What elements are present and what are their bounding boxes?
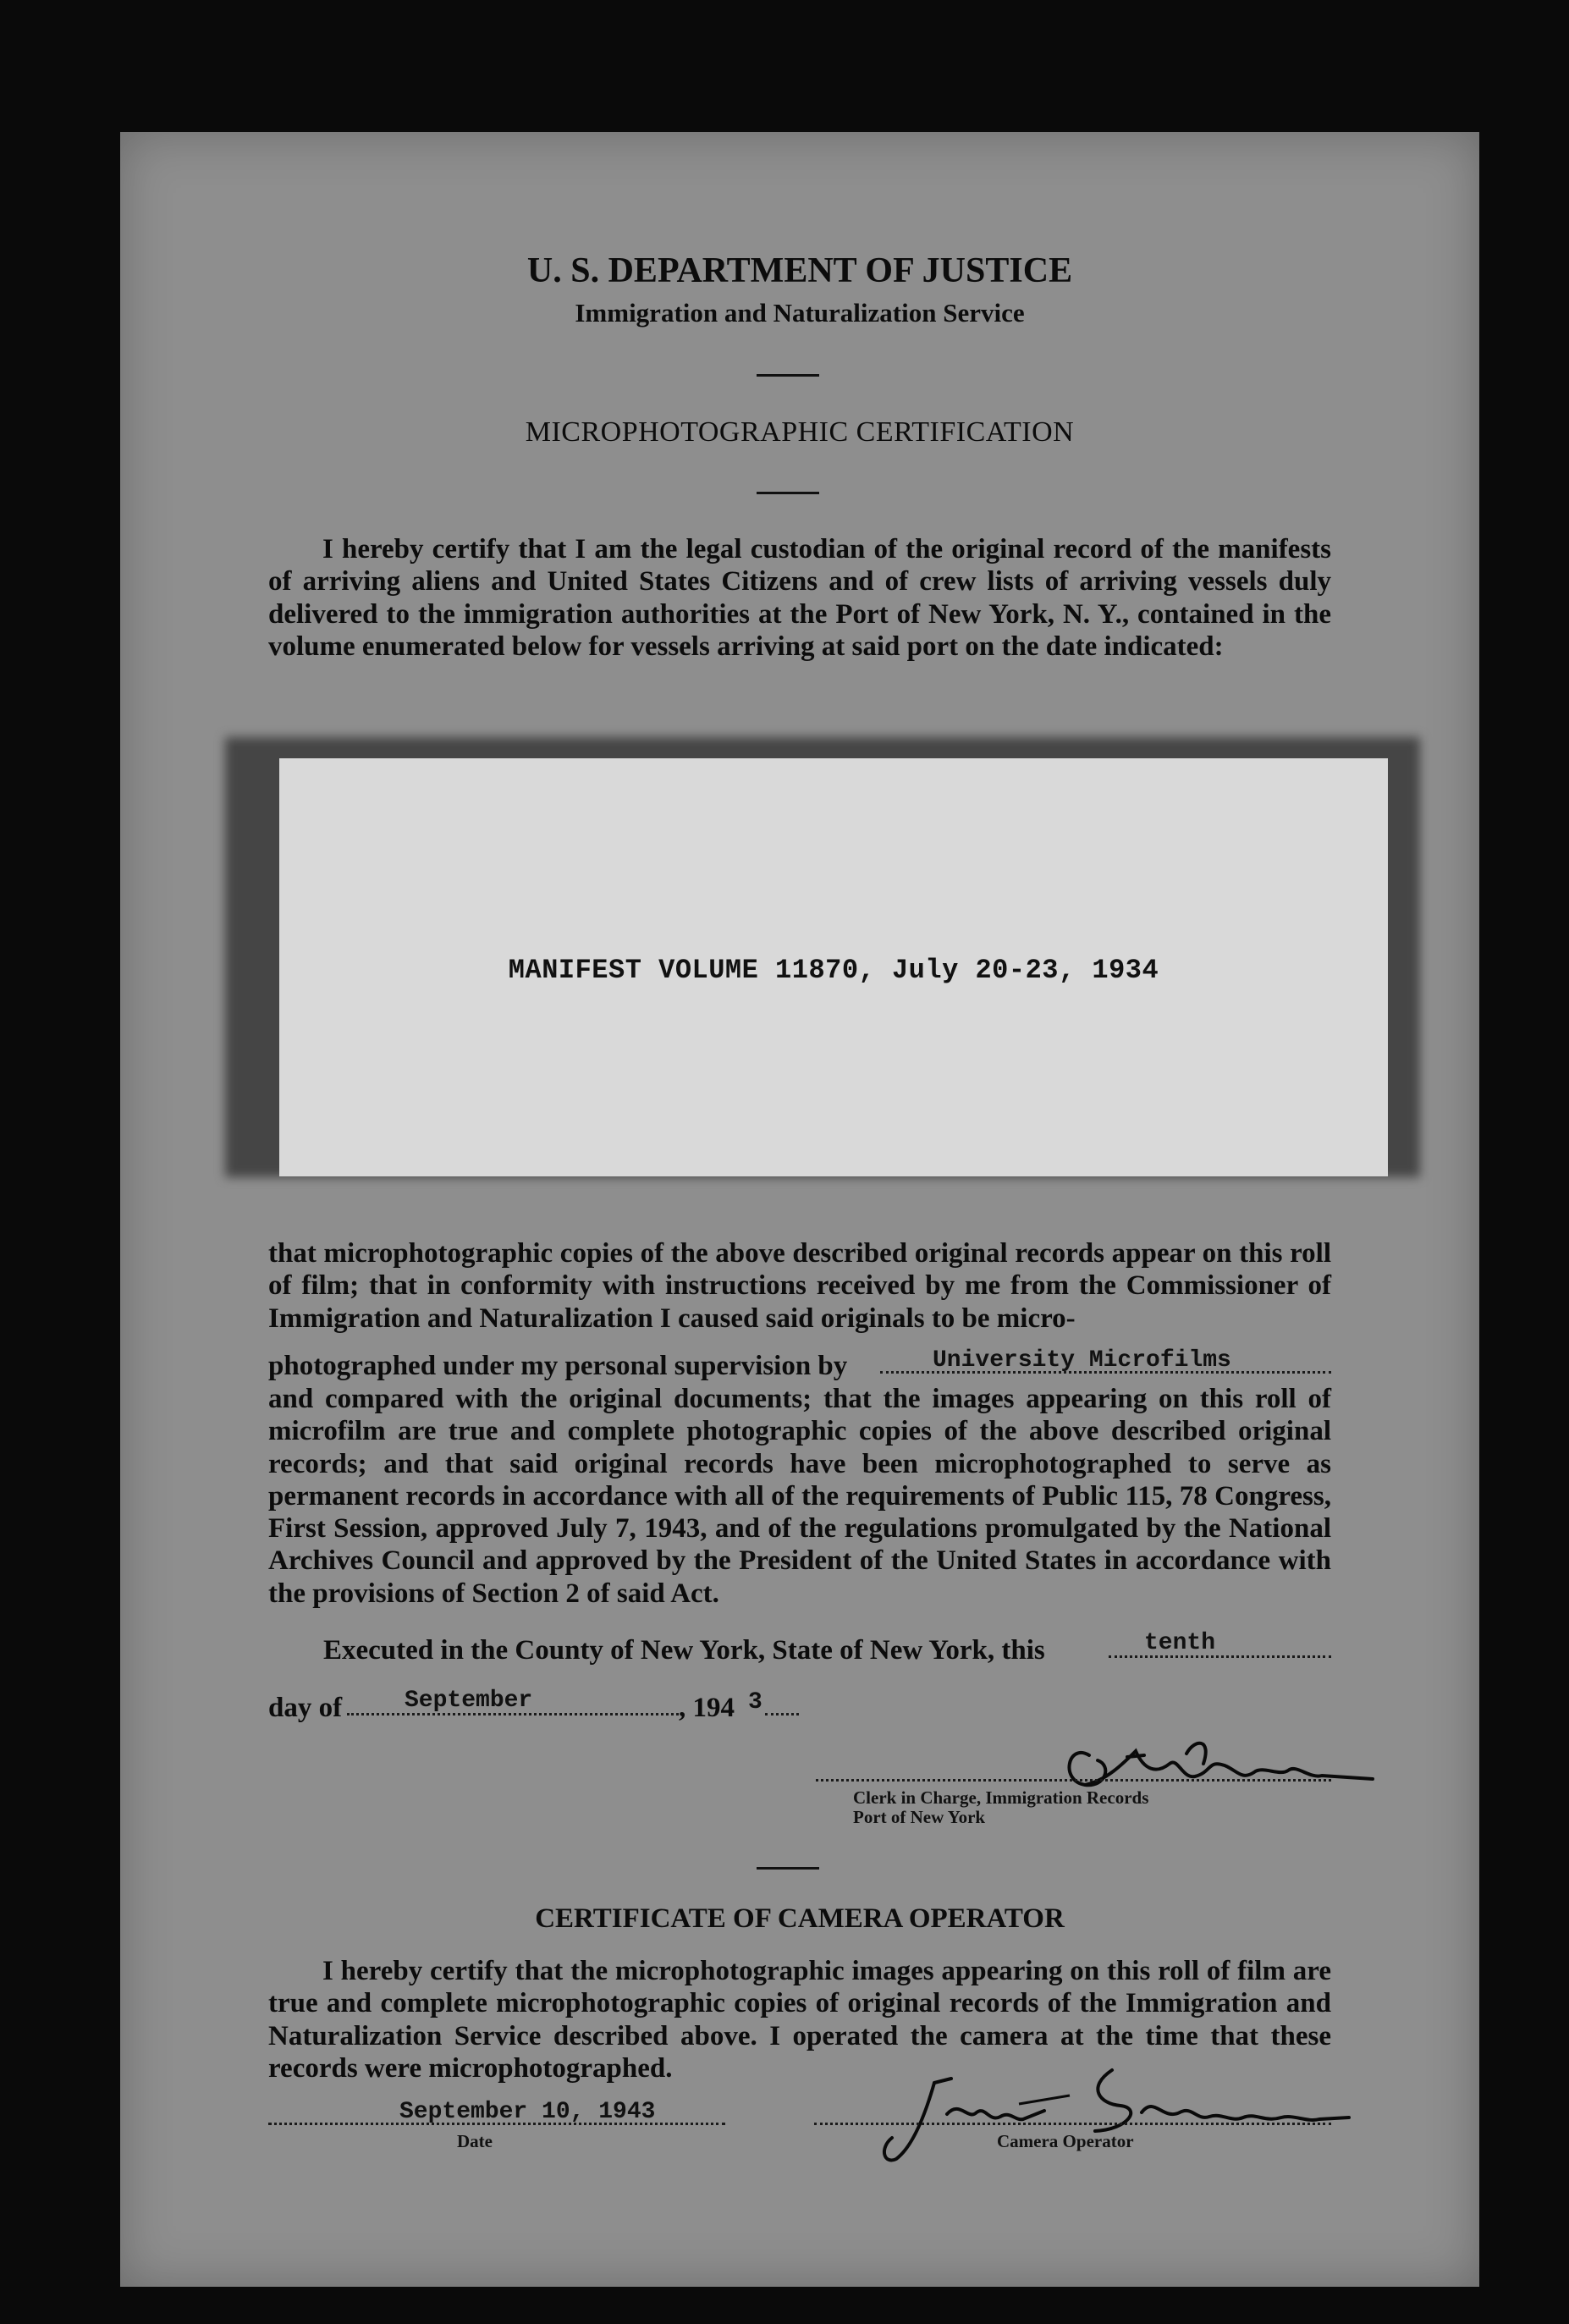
day-of-label: day of xyxy=(268,1693,343,1723)
certificate-sheet xyxy=(120,132,1479,2287)
photographed-by-prefix: photographed under my personal supervision by xyxy=(268,1351,848,1381)
executed-month-value: September xyxy=(405,1688,533,1714)
divider xyxy=(757,1867,819,1870)
executed-day-value: tenth xyxy=(1144,1630,1216,1656)
volume-slip-text: MANIFEST VOLUME 11870, July 20-23, 1934 xyxy=(508,955,1159,986)
year-prefix: , 194 xyxy=(679,1693,735,1723)
agency-heading: U. S. DEPARTMENT OF JUSTICE xyxy=(526,251,1073,290)
service-subheading: Immigration and Naturalization Service xyxy=(575,298,1025,328)
intro-paragraph: I hereby certify that I am the legal custodian of the original record of the manifests of arriving aliens and United States Citizens and of crew lists of arriving vessels duly delivered to the immigration authorities at the Port of New York, N. Y., contained in the volume enumerated below for vessels arriving at said port on the date indicated: xyxy=(268,534,1331,662)
operator-signature xyxy=(807,2053,1383,2172)
camera-paragraph: I hereby certify that the microphotographic images appearing on this roll of film are true and complete microphotographic copies of original records of the Immigration and Naturalization Service described above. I operated the camera at the time that these records were microphotographed. xyxy=(268,1956,1331,2084)
dotted-line xyxy=(816,1779,1331,1782)
dotted-line xyxy=(814,2123,1331,2125)
body-paragraph-1: that microphotographic copies of the above described original records appear on this roll of film; that in conformity with instructions received by me from the Commissioner of Immigration and Naturalization I caused said originals to be micro- xyxy=(268,1238,1331,1334)
camera-date-value: September 10, 1943 xyxy=(399,2099,656,2125)
camera-certificate-title: CERTIFICATE OF CAMERA OPERATOR xyxy=(535,1903,1065,1934)
dotted-line xyxy=(765,1713,799,1715)
divider xyxy=(757,492,819,494)
clerk-title-line1: Clerk in Charge, Immigration Records xyxy=(853,1787,1149,1808)
date-label: Date xyxy=(457,2131,493,2151)
volume-slip xyxy=(279,758,1388,1176)
clerk-signature xyxy=(924,1704,1381,1798)
photographed-by-value: University Microfilms xyxy=(933,1347,1231,1374)
clerk-title-line2: Port of New York xyxy=(853,1807,986,1827)
body-paragraph-2: and compared with the original documents; that the images appearing on this roll of microfilm are true and complete photographic copies of the above described original records; and that said original records have been microphotographed to serve as permanent records in accordance with all of the requirements of Public 115, 78 Congress, First Session, approved July 7, 1943, and of the regulations promulgated by the National Archives Council and approved by the President of the United States in accordance with the provisions of Section 2 of said Act. xyxy=(268,1384,1331,1609)
executed-prefix: Executed in the County of New York, State of New York, this xyxy=(323,1635,1045,1666)
divider xyxy=(757,374,819,377)
year-digit: 3 xyxy=(748,1689,762,1715)
certification-title: MICROPHOTOGRAPHIC CERTIFICATION xyxy=(525,416,1075,448)
dotted-line xyxy=(1109,1655,1331,1658)
camera-operator-label: Camera Operator xyxy=(997,2131,1134,2151)
